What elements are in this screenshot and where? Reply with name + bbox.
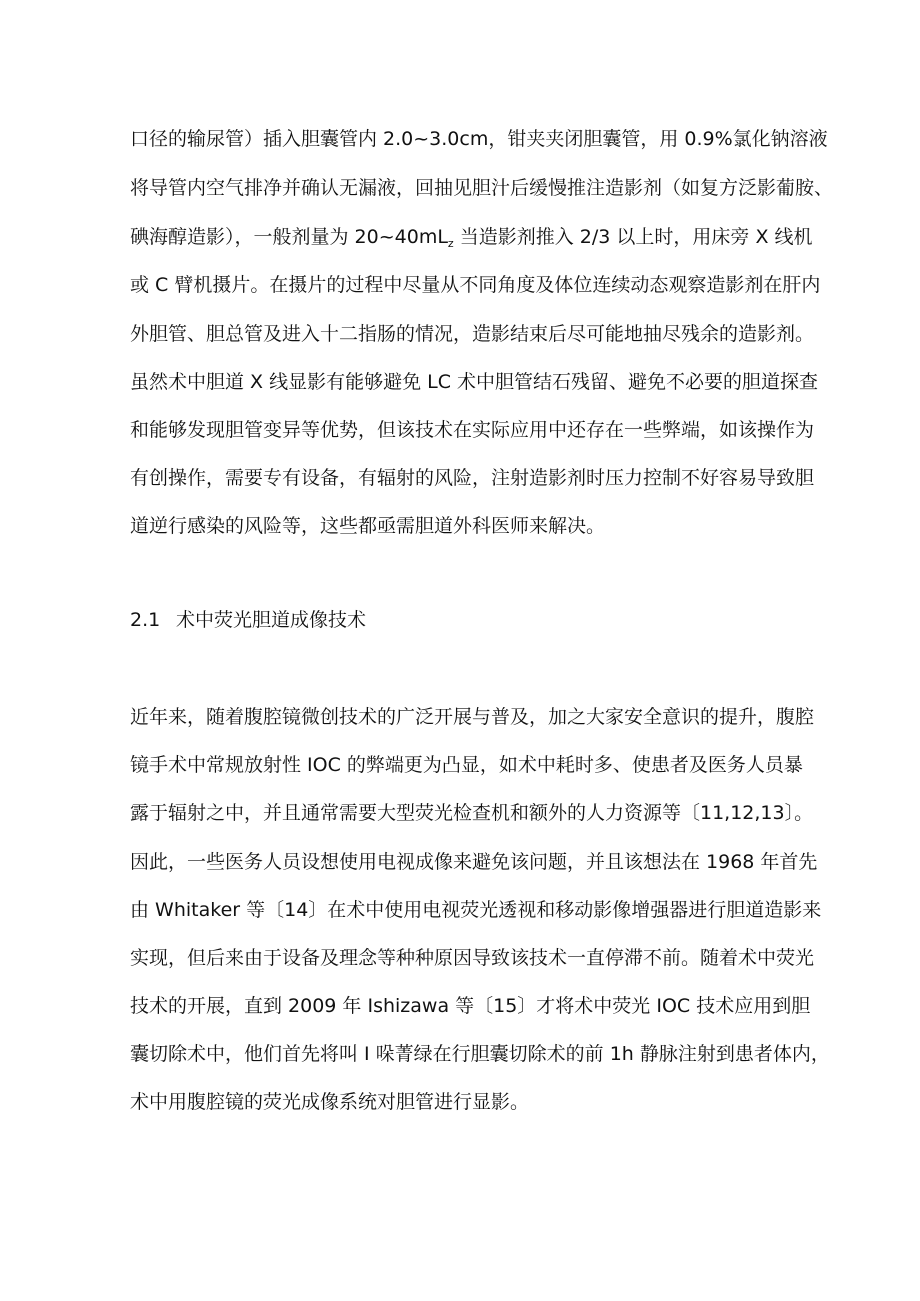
- paragraph-1-line-2: 将导管内空气排净并确认无漏液，回抽见胆汁后缓慢推注造影剂（如复方泛影葡胺、: [130, 177, 834, 199]
- paragraph-2-line-2: 镜手术中常规放射性 IOC 的弊端更为凸显，如术中耗时多、使患者及医务人员暴: [130, 754, 803, 776]
- paragraph-1-line-7: 和能够发现胆管变异等优势，但该技术在实际应用中还存在一些弊端，如该操作为: [130, 419, 815, 441]
- paragraph-2-line-7: 技术的开展，直到 2009 年 Ishizawa 等〔15〕才将术中荧光 IOC 技术应用到胆: [130, 995, 811, 1017]
- paragraph-2-line-5: 由 Whitaker 等〔14〕在术中使用电视荧光透视和移动影像增强器进行胆道造影来: [130, 899, 822, 921]
- paragraph-2-line-9: 术中用腹腔镜的荧光成像系统对胆管进行显影。: [130, 1091, 530, 1113]
- paragraph-2-line-8: 囊切除术中，他们首先将叫 I 哚菁绿在行胆囊切除术的前 1h 静脉注射到患者体内，: [130, 1043, 830, 1065]
- paragraph-1-line-1: 口径的输尿管）插入胆囊管内 2.0~3.0cm，钳夹夹闭胆囊管，用 0.9%氯化钠溶液: [130, 128, 828, 150]
- paragraph-2-line-6: 实现，但后来由于设备及理念等种种原因导致该技术一直停滞不前。随着术中荧光: [130, 947, 815, 969]
- paragraph-2-line-3: 露于辐射之中，并且通常需要大型荧光检查机和额外的人力资源等〔11,12,13〕。: [130, 802, 814, 824]
- section-title: 术中荧光胆道成像技术: [176, 609, 367, 631]
- paragraph-1-line-8: 有创操作，需要专有设备，有辐射的风险，注射造影剂时压力控制不好容易导致胆: [130, 467, 815, 489]
- paragraph-1-line-3: [130, 225, 813, 249]
- line-3-subscript: z: [447, 237, 454, 250]
- paragraph-2-line-1: 近年来，随着腹腔镜微创技术的广泛开展与普及，加之大家安全意识的提升，腹腔: [130, 706, 815, 728]
- section-number: 2.1: [130, 609, 161, 631]
- line-3-text: 碘海醇造影），一般剂量为 20~40mL: [130, 226, 448, 248]
- paragraph-1-line-9: 道逆行感染的风险等，这些都亟需胆道外科医师来解决。: [130, 515, 606, 537]
- line-3-tail: 当造影剂推入 2/3 以上时，用床旁 X 线机: [453, 226, 813, 248]
- paragraph-1-line-5: 外胆管、胆总管及进入十二指肠的情况，造影结束后尽可能地抽尽残余的造影剂。: [130, 323, 815, 345]
- paragraph-2-line-4: 因此，一些医务人员设想使用电视成像来避免该问题，并且该想法在 1968 年首先: [130, 851, 818, 873]
- paragraph-1-line-6: 虽然术中胆道 X 线显影有能够避免 LC 术中胆管结石残留、避免不必要的胆道探查: [130, 371, 819, 393]
- section-heading: [130, 608, 366, 632]
- paragraph-1-line-4: 或 C 臂机摄片。在摄片的过程中尽量从不同角度及体位连续动态观察造影剂在肝内: [130, 274, 821, 296]
